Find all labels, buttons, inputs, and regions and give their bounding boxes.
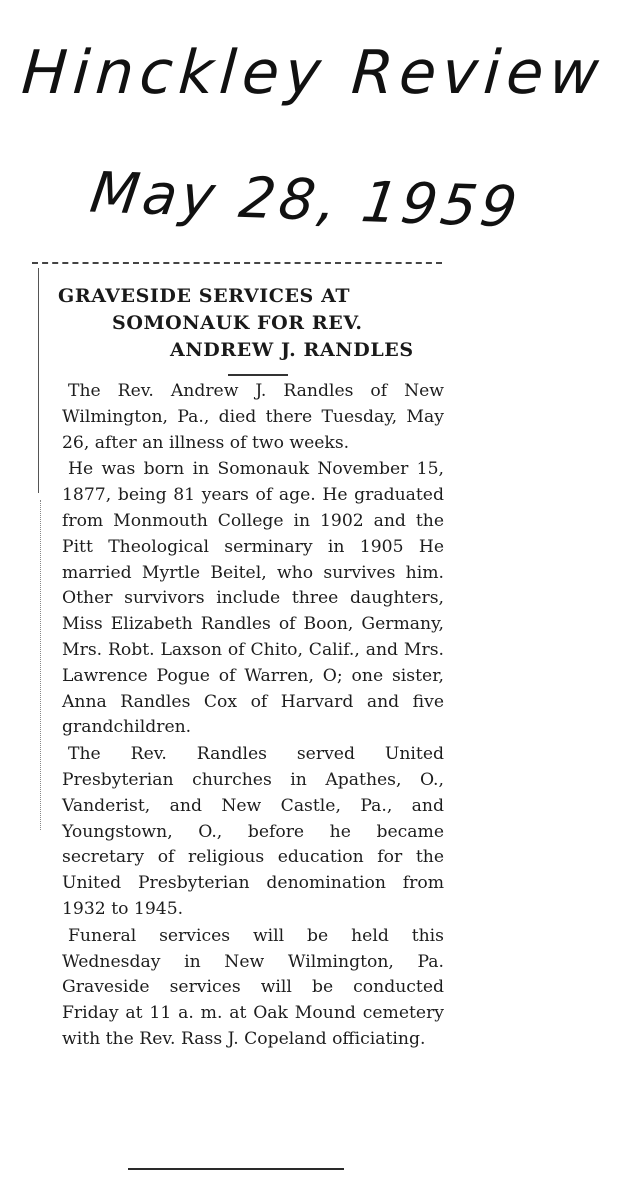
handwritten-date: May 28, 1959 xyxy=(86,160,525,241)
headline-line-2: SOMONAUK FOR REV. xyxy=(112,312,363,334)
paragraph-biography: He was born in Somonauk November 15, 1877, being 81 years of age. He graduated from Monmouth College in 1902 and the Pitt Theological serminary in 1905 He married Myrtle Beitel, who survives him. Other survivors include three daughters, Miss Elizabeth Randles of Boon, Germany, Mrs. Robt. Laxson of Chito, Calif., and Mrs. Lawrence Pogue of Warren, O; one sister, Anna Randles Cox of Harvard and five grandchildren. xyxy=(62,459,444,738)
clipping-top-border xyxy=(32,262,442,264)
article-end-rule xyxy=(128,1168,344,1170)
article-body xyxy=(62,379,444,1054)
article-headline xyxy=(50,283,460,364)
clipping-left-border-lower xyxy=(40,500,41,830)
headline-divider xyxy=(228,374,288,376)
handwritten-publication-name: Hinckley Review xyxy=(19,38,607,108)
headline-line-1: GRAVESIDE SERVICES AT xyxy=(58,285,351,307)
clipping-left-border xyxy=(38,268,39,493)
paragraph-career: The Rev. Randles served United Presbyterian churches in Apathes, O., Vanderist, and New Castle, Pa., and Youngstown, O., before he became secretary of religious education for the United Presbyterian denomination from 1932 to 1945. xyxy=(62,744,444,919)
paragraph-death-notice: The Rev. Andrew J. Randles of New Wilmington, Pa., died there Tuesday, May 26, after an illness of two weeks. xyxy=(62,381,444,453)
headline-line-3: ANDREW J. RANDLES xyxy=(170,339,414,361)
paragraph-services: Funeral services will be held this Wednesday in New Wilmington, Pa. Graveside services will be conducted Friday at 11 a. m. at Oak Mound cemetery with the Rev. Rass J. Copeland officiating. xyxy=(62,925,444,1049)
